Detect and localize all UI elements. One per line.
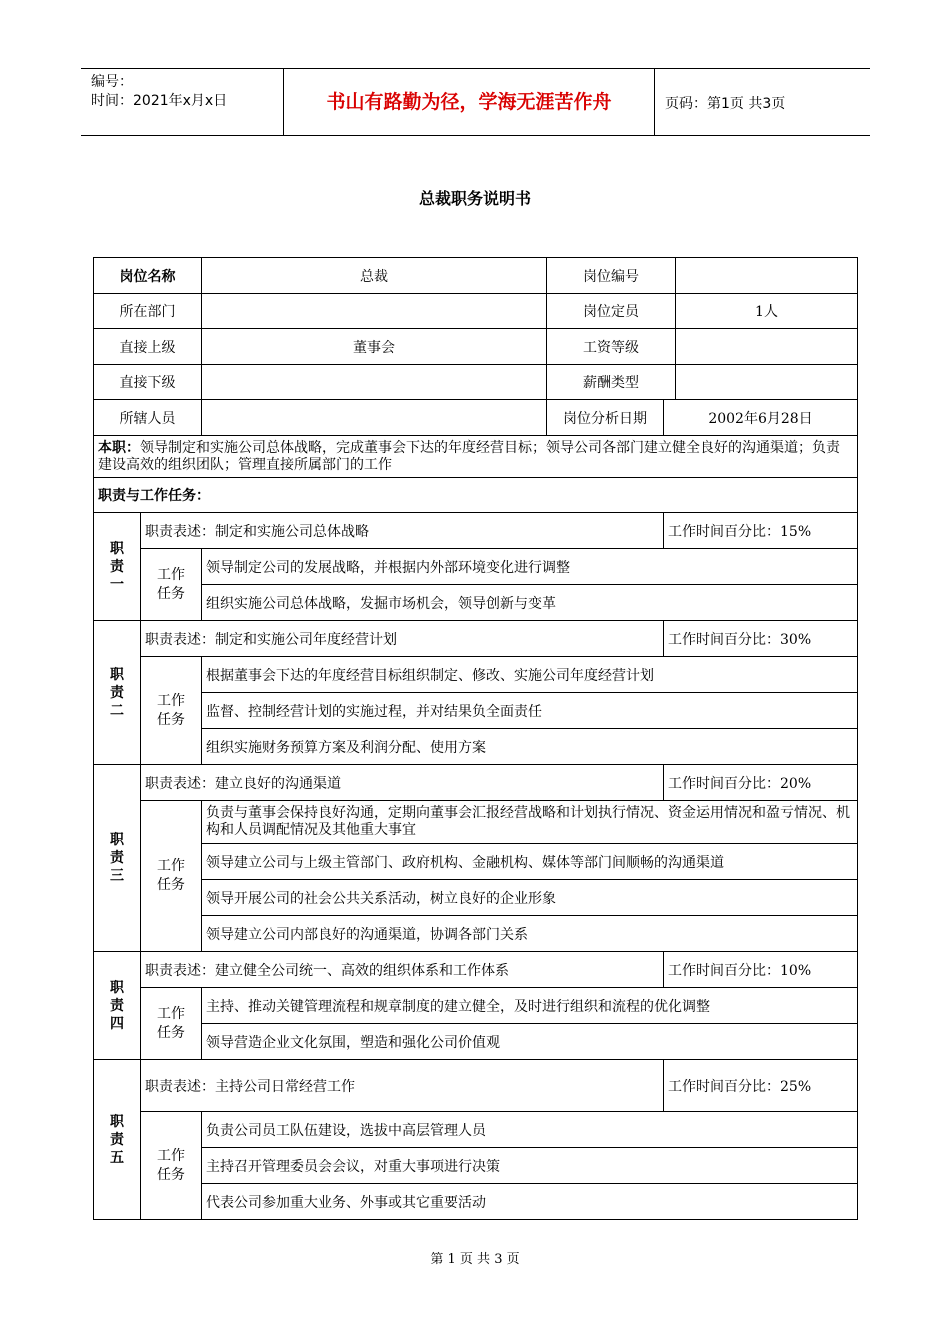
task-row	[94, 844, 858, 880]
task-row	[94, 585, 858, 621]
duty-desc-row	[94, 1060, 858, 1112]
salary-grade-label: 工资等级	[547, 329, 676, 365]
duty-desc-row	[94, 765, 858, 801]
duty-name: 职 责 五	[94, 1060, 141, 1220]
duty-desc: 职责表述：制定和实施公司总体战略	[141, 513, 664, 549]
task-item: 根据董事会下达的年度经营目标组织制定、修改、实施公司年度经营计划	[202, 657, 858, 693]
task-row	[94, 1024, 858, 1060]
superior-label: 直接上级	[94, 329, 202, 365]
department-value	[202, 294, 547, 329]
task-row	[94, 1184, 858, 1220]
task-row	[94, 549, 858, 585]
info-row	[94, 365, 858, 400]
job-description-table	[93, 257, 858, 1220]
task-row	[94, 729, 858, 765]
duty-percent: 工作时间百分比：25%	[664, 1060, 858, 1112]
department-label: 所在部门	[94, 294, 202, 329]
position-name-label: 岗位名称	[94, 258, 202, 294]
task-item: 领导开展公司的社会公共关系活动，树立良好的企业形象	[202, 880, 858, 916]
info-row	[94, 329, 858, 365]
headcount-value: 1人	[676, 294, 858, 329]
page-footer: 第 1 页 共 3 页	[430, 1252, 520, 1267]
task-label: 工作 任务	[141, 801, 202, 952]
duty-desc: 职责表述：制定和实施公司年度经营计划	[141, 621, 664, 657]
task-row	[94, 1148, 858, 1184]
task-item: 领导制定公司的发展战略，并根据内外部环境变化进行调整	[202, 549, 858, 585]
info-row	[94, 258, 858, 294]
position-no-label: 岗位编号	[547, 258, 676, 294]
header-meta	[91, 73, 227, 111]
duty-name: 职 责 三	[94, 765, 141, 952]
task-row	[94, 801, 858, 844]
header-divider	[654, 69, 655, 135]
duties-heading: 职责与工作任务：	[94, 478, 858, 513]
duty-desc-row	[94, 513, 858, 549]
task-item: 负责与董事会保持良好沟通，定期向董事会汇报经营战略和计划执行情况、资金运用情况和盈亏情况、机构和人员调配情况及其他重大事宜	[202, 801, 858, 844]
salary-grade-value	[676, 329, 858, 365]
task-row	[94, 1112, 858, 1148]
role-label: 本职：	[98, 439, 140, 456]
task-item: 监督、控制经营计划的实施过程，并对结果负全面责任	[202, 693, 858, 729]
duty-desc-row	[94, 952, 858, 988]
superior-value: 董事会	[202, 329, 547, 365]
task-item: 代表公司参加重大业务、外事或其它重要活动	[202, 1184, 858, 1220]
info-row	[94, 294, 858, 329]
subordinate-label: 直接下级	[94, 365, 202, 400]
analysis-date-value: 2002年6月28日	[664, 400, 858, 436]
duty-desc: 职责表述：建立健全公司统一、高效的组织体系和工作体系	[141, 952, 664, 988]
headcount-label: 岗位定员	[547, 294, 676, 329]
duty-percent: 工作时间百分比：15%	[664, 513, 858, 549]
header-time: 时间：2021年x月x日	[91, 93, 228, 109]
info-row	[94, 400, 858, 436]
duties-heading-row	[94, 478, 858, 513]
task-label: 工作 任务	[141, 1112, 202, 1220]
task-item: 主持、推动关键管理流程和规章制度的建立健全，及时进行组织和流程的优化调整	[202, 988, 858, 1024]
header-motto: 书山有路勤为径，学海无涯苦作舟	[326, 91, 612, 113]
task-label: 工作 任务	[141, 657, 202, 765]
duty-name: 职 责 二	[94, 621, 141, 765]
duty-name: 职 责 一	[94, 513, 141, 621]
task-item: 领导营造企业文化氛围，塑造和强化公司价值观	[202, 1024, 858, 1060]
duty-name: 职 责 四	[94, 952, 141, 1060]
duty-desc: 职责表述：建立良好的沟通渠道	[141, 765, 664, 801]
duty-percent: 工作时间百分比：30%	[664, 621, 858, 657]
subordinate-value	[202, 365, 547, 400]
document-title: 总裁职务说明书	[418, 189, 531, 208]
task-item: 组织实施财务预算方案及利润分配、使用方案	[202, 729, 858, 765]
header-number: 编号：	[91, 74, 133, 90]
duty-percent: 工作时间百分比：20%	[664, 765, 858, 801]
staff-label: 所辖人员	[94, 400, 202, 436]
task-row	[94, 693, 858, 729]
role-row	[94, 436, 858, 478]
task-item: 领导建立公司与上级主管部门、政府机构、金融机构、媒体等部门间顺畅的沟通渠道	[202, 844, 858, 880]
task-row	[94, 657, 858, 693]
pay-type-label: 薪酬类型	[547, 365, 676, 400]
page-header	[81, 68, 870, 136]
duty-percent: 工作时间百分比：10%	[664, 952, 858, 988]
task-item: 组织实施公司总体战略，发掘市场机会，领导创新与变革	[202, 585, 858, 621]
task-row	[94, 916, 858, 952]
task-item: 主持召开管理委员会会议，对重大事项进行决策	[202, 1148, 858, 1184]
header-page-info: 页码：第1页 共3页	[665, 96, 786, 112]
position-no-value	[676, 258, 858, 294]
pay-type-value	[676, 365, 858, 400]
task-label: 工作 任务	[141, 549, 202, 621]
task-label: 工作 任务	[141, 988, 202, 1060]
task-item: 负责公司员工队伍建设，选拔中高层管理人员	[202, 1112, 858, 1148]
staff-value	[202, 400, 547, 436]
position-name-value: 总裁	[202, 258, 547, 294]
role-text: 领导制定和实施公司总体战略，完成董事会下达的年度经营目标；领导公司各部门建立健全良好的沟通渠道；负责建设高效的组织团队；管理直接所属部门的工作	[98, 439, 840, 473]
task-item: 领导建立公司内部良好的沟通渠道，协调各部门关系	[202, 916, 858, 952]
role-cell	[94, 436, 858, 478]
task-row	[94, 880, 858, 916]
task-row	[94, 988, 858, 1024]
analysis-date-label: 岗位分析日期	[547, 400, 664, 436]
duty-desc: 职责表述：主持公司日常经营工作	[141, 1060, 664, 1112]
duty-desc-row	[94, 621, 858, 657]
